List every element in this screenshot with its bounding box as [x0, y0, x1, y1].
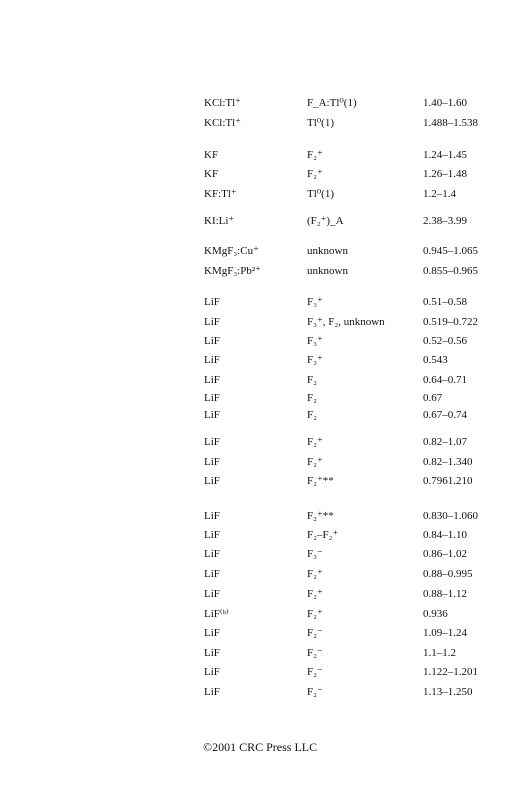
host-cell: LiF [204, 529, 220, 541]
range-cell: 0.855–0.965 [423, 265, 478, 277]
center-cell: F₂⁺ [307, 456, 323, 468]
center-cell: F_A:Tl⁰(1) [307, 97, 357, 109]
range-cell: 0.88–0.995 [423, 568, 473, 580]
center-cell: unknown [307, 265, 348, 277]
table-row [0, 389, 531, 407]
range-cell: 0.51–0.58 [423, 296, 467, 308]
table-row [0, 212, 531, 230]
table-row [0, 433, 531, 451]
center-cell: F₂⁻ [307, 686, 323, 698]
center-cell: F₂⁺ [307, 168, 323, 180]
table-row [0, 242, 531, 260]
range-cell: 0.86–1.02 [423, 548, 467, 560]
center-cell: F₃⁺ [307, 296, 323, 308]
host-cell: LiF [204, 409, 220, 421]
range-cell: 1.26–1.48 [423, 168, 467, 180]
table-row [0, 114, 531, 132]
host-cell: LiF [204, 475, 220, 487]
range-cell: 1.488–1.538 [423, 117, 478, 129]
host-cell: KI:Li⁺ [204, 215, 235, 227]
center-cell: F₂⁺** [307, 475, 334, 487]
range-cell: 0.64–0.71 [423, 374, 467, 386]
range-cell: 1.40–1.60 [423, 97, 467, 109]
host-cell: LiF [204, 436, 220, 448]
range-cell: 2.38–3.99 [423, 215, 467, 227]
host-cell: KF:Tl⁺ [204, 188, 237, 200]
host-cell: KCl:Tl⁺ [204, 117, 241, 129]
range-cell: 0.7961.210 [423, 475, 473, 487]
range-cell: 1.122–1.201 [423, 666, 478, 678]
table-row [0, 185, 531, 203]
table-row [0, 146, 531, 164]
table-row [0, 526, 531, 544]
table-row [0, 406, 531, 424]
host-cell: LiF [204, 456, 220, 468]
host-cell: LiF [204, 627, 220, 639]
table-row [0, 313, 531, 331]
range-cell: 0.519–0.722 [423, 316, 478, 328]
table-row [0, 371, 531, 389]
host-cell: LiF [204, 588, 220, 600]
center-cell: F₂⁺ [307, 608, 323, 620]
host-cell: LiF [204, 335, 220, 347]
host-cell: LiF [204, 686, 220, 698]
center-cell: F₂⁺ [307, 588, 323, 600]
range-cell: 0.543 [423, 354, 448, 366]
center-cell: (F₂⁺)_A [307, 215, 344, 227]
center-cell: F₃⁻ [307, 548, 323, 560]
host-cell: LiF⁽ᵇ⁾ [204, 608, 229, 620]
table-row [0, 545, 531, 563]
table-row [0, 605, 531, 623]
host-cell: LiF [204, 354, 220, 366]
host-cell: KCl:Tl⁺ [204, 97, 241, 109]
copyright-footer: ©2001 CRC Press LLC [203, 740, 318, 754]
host-cell: KF [204, 149, 219, 161]
center-cell: F₂⁻ [307, 647, 323, 659]
range-cell: 0.88–1.12 [423, 588, 467, 600]
center-cell: F₃⁺, F₂, unknown [307, 316, 385, 328]
table-row [0, 165, 531, 183]
center-cell: F₂⁺ [307, 436, 323, 448]
table-row [0, 624, 531, 642]
range-cell: 0.67–0.74 [423, 409, 467, 421]
host-cell: LiF [204, 316, 220, 328]
host-cell: KMgF₃:Pb²⁺ [204, 265, 261, 277]
host-cell: LiF [204, 296, 220, 308]
range-cell: 1.13–1.250 [423, 686, 473, 698]
center-cell: F₂–F₂⁺ [307, 529, 339, 541]
center-cell: F₂⁻ [307, 627, 323, 639]
host-cell: LiF [204, 548, 220, 560]
table-row [0, 453, 531, 471]
host-cell: LiF [204, 510, 220, 522]
table-row [0, 94, 531, 112]
host-cell: LiF [204, 666, 220, 678]
table-row [0, 585, 531, 603]
table-row [0, 507, 531, 525]
range-cell: 0.936 [423, 608, 448, 620]
range-cell: 0.830–1.060 [423, 510, 478, 522]
host-cell: KMgF₃:Cu⁺ [204, 245, 259, 257]
table-row [0, 351, 531, 369]
host-cell: LiF [204, 568, 220, 580]
table-row [0, 644, 531, 662]
table-row [0, 293, 531, 311]
range-cell: 0.82–1.340 [423, 456, 473, 468]
center-cell: F₂⁺ [307, 568, 323, 580]
center-cell: F₂ [307, 409, 317, 421]
center-cell: unknown [307, 245, 348, 257]
range-cell: 0.945–1.065 [423, 245, 478, 257]
range-cell: 0.67 [423, 392, 443, 404]
table-row [0, 683, 531, 701]
table-row [0, 262, 531, 280]
host-cell: LiF [204, 647, 220, 659]
range-cell: 1.2–1.4 [423, 188, 456, 200]
range-cell: 0.52–0.56 [423, 335, 467, 347]
host-cell: LiF [204, 374, 220, 386]
host-cell: KF [204, 168, 219, 180]
range-cell: 1.1–1.2 [423, 647, 456, 659]
range-cell: 0.84–1.10 [423, 529, 467, 541]
table-row [0, 663, 531, 681]
center-cell: F₂⁺** [307, 510, 334, 522]
center-cell: F₃⁺ [307, 354, 323, 366]
center-cell: Tl⁰(1) [307, 117, 335, 129]
center-cell: F₂⁻ [307, 666, 323, 678]
host-cell: LiF [204, 392, 220, 404]
center-cell: F₂⁺ [307, 149, 323, 161]
table-row [0, 332, 531, 350]
range-cell: 1.09–1.24 [423, 627, 467, 639]
table-row [0, 472, 531, 490]
center-cell: Tl⁰(1) [307, 188, 335, 200]
range-cell: 1.24–1.45 [423, 149, 467, 161]
table-row [0, 565, 531, 583]
center-cell: F₃⁺ [307, 335, 323, 347]
center-cell: F₂ [307, 374, 317, 386]
range-cell: 0.82–1.07 [423, 436, 467, 448]
center-cell: F₂ [307, 392, 317, 404]
